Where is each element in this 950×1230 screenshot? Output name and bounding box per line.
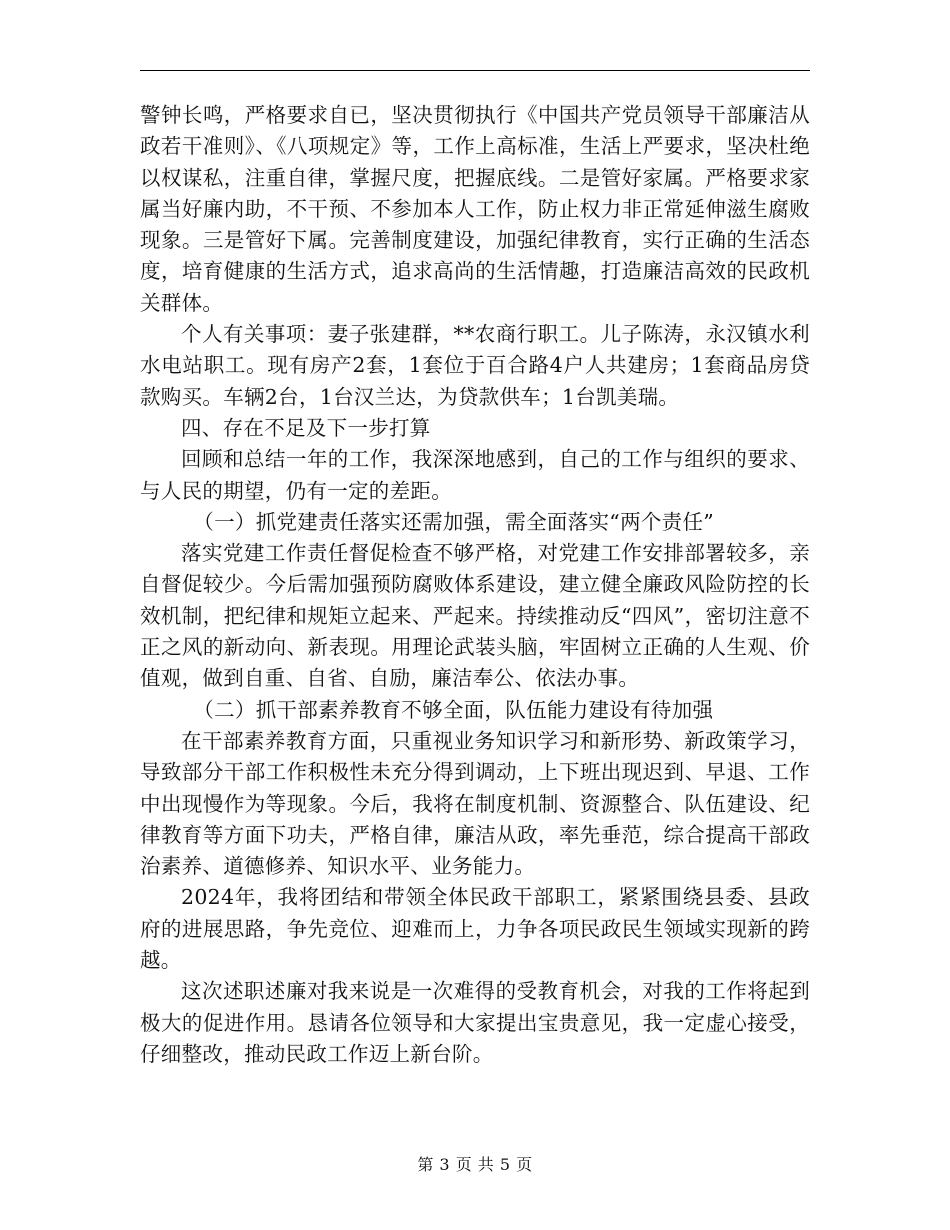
subheading-cadre-education: （二）抓干部素养教育不够全面，队伍能力建设有待加强 <box>193 697 714 722</box>
subheading-party-building: （一）抓党建责任落实还需加强，需全面落实“两个责任” <box>193 509 715 534</box>
paragraph-review: 回顾和总结一年的工作，我深深地感到，自己的工作与组织的要求、与人民的期望，仍有一定的差距。 <box>140 447 810 503</box>
header-rule <box>140 70 810 71</box>
paragraph-plan-2024: 2024年，我将团结和带领全体民政干部职工，紧紧围绕县委、县政府的进展思路，争先竞位、迎难而上，力争各项民政民生领域实现新的跨越。 <box>140 885 810 973</box>
paragraph-party-building: 落实党建工作责任督促检查不够严格，对党建工作安排部署较多，亲自督促较少。今后需加强预防腐败体系建设，建立健全廉政风险防控的长效机制，把纪律和规矩立起来、严起来。持续推动反“四风”，密切注意不正之风的新动向、新表现。用理论武装头脑，牢固树立正确的人生观、价值观，做到自重、自省、自励，廉洁奉公、依法办事。 <box>140 541 810 691</box>
paragraph-closing: 这次述职述廉对我来说是一次难得的受教育机会，对我的工作将起到极大的促进作用。恳请各位领导和大家提出宝贵意见，我一定虚心接受，仔细整改，推动民政工作迈上新台阶。 <box>140 979 810 1066</box>
paragraph-cadre-education: 在干部素养教育方面，只重视业务知识学习和新形势、新政策学习，导致部分干部工作积极性未充分得到调动，上下班出现迟到、早退、工作中出现慢作为等现象。今后，我将在制度机制、资源整合、队伍建设、纪律教育等方面下功夫，严格自律，廉洁从政，率先垂范，综合提高干部政治素养、道德修养、知识水平、业务能力。 <box>140 728 810 879</box>
page-number-footer: 第 3 页 共 5 页 <box>417 1155 533 1174</box>
document-body <box>140 100 810 1070</box>
paragraph-discipline: 警钟长鸣，严格要求自已，坚决贯彻执行《中国共产党员领导干部廉洁从政若干准则》、《八项规定》等，工作上高标准，生活上严要求，坚决杜绝以权谋私，注重自律，掌握尺度，把握底线。二是管好家属。严格要求家属当好廉内助，不干预、不参加本人工作，防止权力非正常延伸滋生腐败现象。三是管好下属。完善制度建设，加强纪律教育，实行正确的生活态度，培育健康的生活方式，追求高尚的生活情趣，打造廉洁高效的民政机关群体。 <box>140 103 810 315</box>
section-heading-shortcomings: 四、存在不足及下一步打算 <box>181 415 431 440</box>
paragraph-personal-matters: 个人有关事项：妻子张建群，**农商行职工。儿子陈涛，永汉镇水利水电站职工。现有房产2套，1套位于百合路4户人共建房；1套商品房贷款购买。车辆2台，1台汉兰达，为贷款供车；1台凯美瑞。 <box>140 322 810 409</box>
